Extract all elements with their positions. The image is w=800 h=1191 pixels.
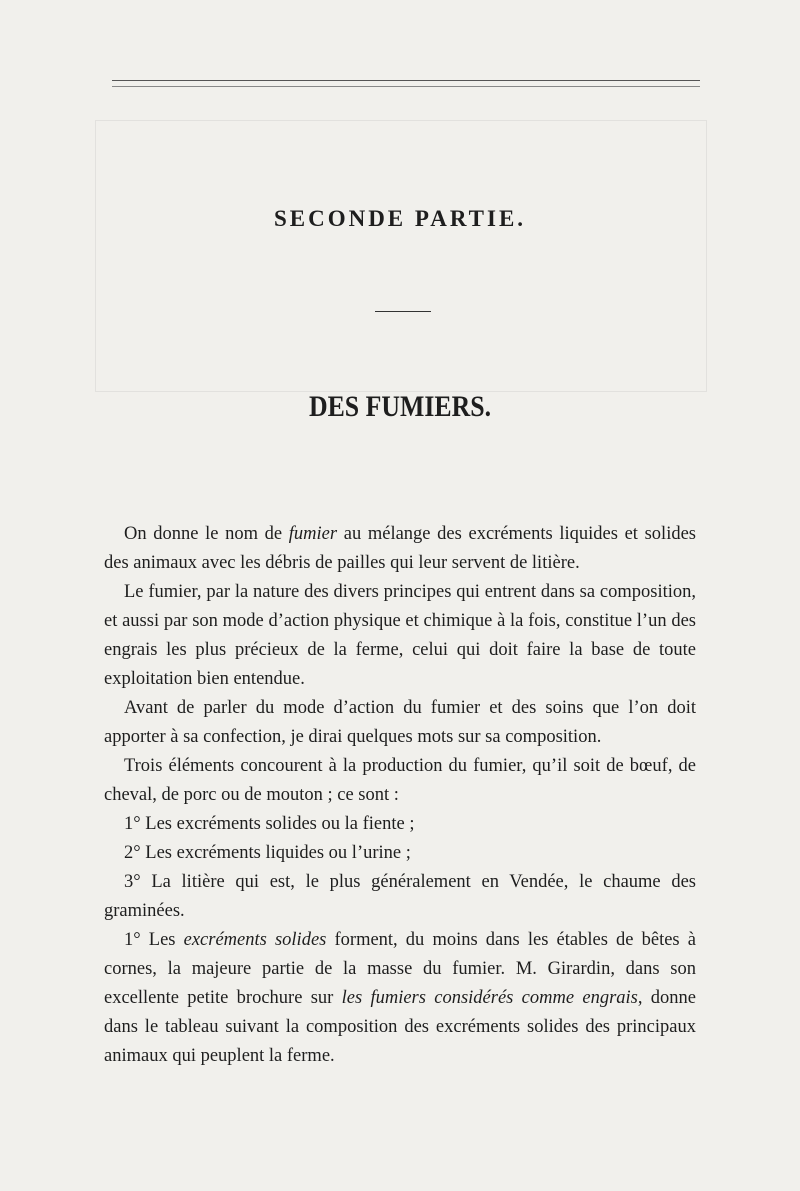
part-title: SECONDE PARTIE. [273,206,527,231]
list-item-3: 3° La litière qui est, le plus généralement en Vendée, le chaume des graminées. [104,872,696,921]
list-item-2: 2° Les excréments liquides ou l’urine ; [124,843,411,863]
header-rule [112,80,700,87]
title-divider [375,311,431,312]
body-text [104,520,696,1071]
term-excrements-solides: excréments solides [183,930,327,950]
list-item-1: 1° Les excréments solides ou la fiente ; [124,814,415,834]
paragraph-1: On donne le nom de fumier au mélange des excréments liquides et solides des animaux avec les débris de pailles qui leur servent de litière. [104,524,696,573]
term-fumier: fumier [288,524,338,544]
paragraph-4: Trois éléments concourent à la production du fumier, qu’il soit de bœuf, de cheval, de porc ou de mouton ; ce sont : [104,756,696,805]
paragraph-3: Avant de parler du mode d’action du fumier et des soins que l’on doit apporter à sa confection, je dirai quelques mots sur sa composition. [104,698,696,747]
section-title: DES FUMIERS. [308,390,492,423]
paragraph-2: Le fumier, par la nature des divers principes qui entrent dans sa composition, et aussi par son mode d’action physique et chimique à la fois, constitue l’un des engrais les plus précieux de la ferme, celui qui doit faire la base de toute exploitation bien entendue. [104,582,696,689]
paragraph-5: 1° Les excréments solides forment, du moins dans les étables de bêtes à cornes, la majeure partie de la masse du fumier. M. Girardin, dans son excellente petite brochure sur les fumiers considérés comme engrais, donne dans le tableau suivant la composition des excréments solides des principaux animaux qui peuplent la ferme. [104,930,696,1066]
bleed-through-shadow [95,120,707,392]
book-title-reference: les fumiers considérés comme engrais [341,988,638,1008]
